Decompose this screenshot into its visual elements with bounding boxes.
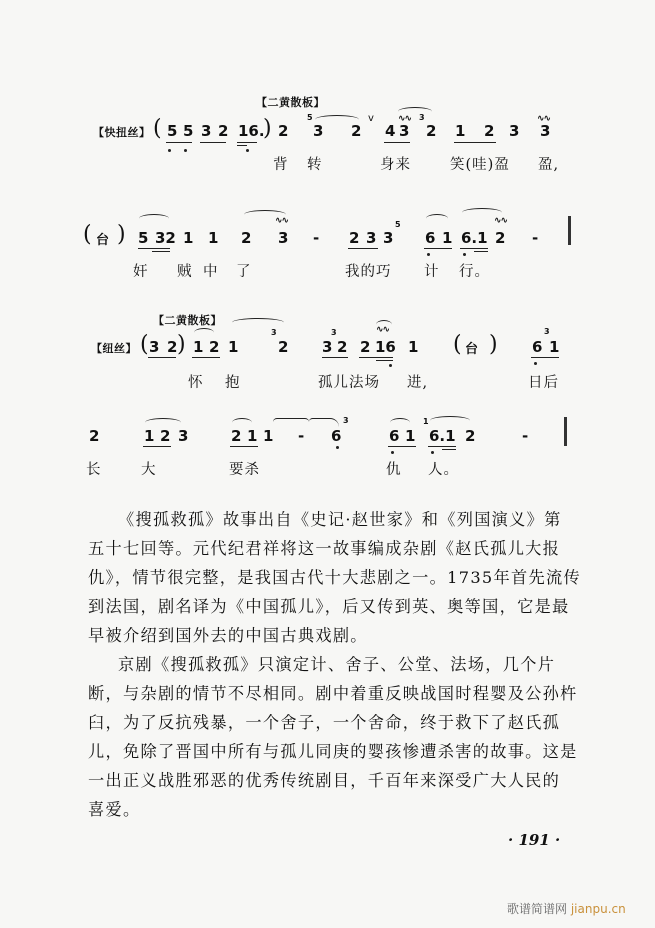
text-line: 到法国，剧名译为《中国孤儿》，后又传到英、奥等国，它是最 bbox=[88, 597, 570, 616]
low-dot bbox=[391, 451, 394, 454]
note: 32 bbox=[155, 229, 176, 247]
note: 6 bbox=[331, 427, 342, 445]
underline bbox=[166, 142, 192, 143]
low-dot bbox=[534, 362, 537, 365]
tremolo-mark: ∿∿ bbox=[494, 216, 508, 226]
note: 1 bbox=[144, 427, 155, 445]
underline bbox=[237, 145, 247, 146]
note: 6 bbox=[425, 229, 436, 247]
cue-label: 台 bbox=[96, 233, 110, 248]
underline bbox=[442, 449, 456, 450]
text-line: 断，与杂剧的情节不尽相同。剧中着重反映战国时程婴及公孙杵 bbox=[88, 684, 578, 703]
note: 1 bbox=[442, 229, 453, 247]
note: 6 bbox=[532, 338, 543, 356]
note: 2 bbox=[484, 122, 495, 140]
note: 3 bbox=[278, 229, 289, 247]
text-line: 仇》，情节很完整，是我国古代十大悲剧之一。1735年首先流传 bbox=[88, 568, 581, 587]
low-dot bbox=[246, 149, 249, 152]
watermark bbox=[507, 900, 626, 917]
paren-open: ( bbox=[140, 332, 149, 357]
note: 16. bbox=[238, 122, 265, 140]
grace-note: 5 bbox=[395, 220, 401, 229]
underline bbox=[376, 360, 393, 361]
low-dot bbox=[463, 253, 466, 256]
page-number: · 191 · bbox=[508, 831, 561, 849]
note: 1 bbox=[183, 229, 194, 247]
note: 2 bbox=[495, 229, 506, 247]
paragraph-2 bbox=[88, 650, 578, 824]
note: 5 bbox=[167, 122, 178, 140]
section-label: 【快扭丝】 bbox=[93, 126, 151, 139]
dash: - bbox=[522, 427, 529, 445]
tie bbox=[273, 418, 309, 427]
paren-close: ) bbox=[177, 332, 186, 357]
underline bbox=[474, 251, 488, 252]
note: 6.1 bbox=[429, 427, 456, 445]
dash: - bbox=[532, 229, 539, 247]
lyric: 人。 bbox=[428, 462, 459, 478]
underline bbox=[388, 446, 416, 447]
watermark-url[interactable]: jianpu.cn bbox=[570, 902, 626, 916]
note: 3 bbox=[540, 122, 551, 140]
note: 3 bbox=[201, 122, 212, 140]
underline bbox=[138, 248, 170, 249]
underline bbox=[359, 357, 393, 358]
lyric: 怀 bbox=[188, 375, 204, 391]
underline bbox=[148, 357, 176, 358]
paragraph-1 bbox=[88, 505, 581, 650]
tremolo-mark: ∿∿ bbox=[376, 325, 390, 335]
slur bbox=[376, 320, 392, 329]
underline bbox=[531, 357, 559, 358]
text-line: 五十七回等。元代纪君祥将这一故事编成杂剧《赵氏孤儿大报 bbox=[88, 539, 561, 558]
note: 1 bbox=[408, 338, 419, 356]
note: 3 bbox=[383, 229, 394, 247]
underline bbox=[348, 248, 378, 249]
final-barline bbox=[564, 417, 567, 446]
note: 3 bbox=[509, 122, 520, 140]
underline bbox=[143, 446, 171, 447]
grace-note: 3 bbox=[544, 327, 550, 336]
lyric: 要杀 bbox=[229, 462, 260, 478]
dash: - bbox=[298, 427, 305, 445]
grace-note: 3 bbox=[343, 416, 349, 425]
slur bbox=[232, 318, 284, 327]
note: 1 bbox=[455, 122, 466, 140]
underline bbox=[200, 142, 226, 143]
lyric: 行。 bbox=[459, 264, 490, 280]
note: 5 bbox=[183, 122, 194, 140]
note: 5 bbox=[138, 229, 149, 247]
underline bbox=[384, 142, 410, 143]
note: 2 bbox=[167, 338, 178, 356]
slur bbox=[430, 416, 470, 425]
lyric: 进, bbox=[407, 375, 429, 391]
paren-close: ) bbox=[263, 116, 272, 141]
note: 2 bbox=[160, 427, 171, 445]
text-line: 一出正义战胜邪恶的优秀传统剧目，千百年来深受广大人民的 bbox=[88, 771, 561, 790]
low-dot bbox=[389, 364, 392, 367]
lyric: 中 bbox=[203, 264, 219, 280]
lyric: 大 bbox=[141, 462, 157, 478]
lyric: 仇 bbox=[386, 462, 402, 478]
mode-label: 【二黄散板】 bbox=[153, 314, 222, 327]
note: 1 bbox=[208, 229, 219, 247]
lyric: 计 bbox=[424, 264, 440, 280]
text-line: 喜爱。 bbox=[88, 800, 141, 819]
note: 2 bbox=[89, 427, 100, 445]
lyric: 长 bbox=[86, 462, 102, 478]
note: 6.1 bbox=[461, 229, 488, 247]
note: 1 bbox=[228, 338, 239, 356]
lyric: 日后 bbox=[528, 375, 559, 391]
slur bbox=[145, 418, 181, 427]
lyric: 孤儿法场 bbox=[318, 375, 380, 391]
underline bbox=[192, 357, 220, 358]
underline bbox=[230, 446, 258, 447]
lyric: 转 bbox=[307, 157, 323, 173]
note: 3 bbox=[322, 338, 333, 356]
note: 2 bbox=[360, 338, 371, 356]
note: 3 bbox=[149, 338, 160, 356]
grace-note: 3 bbox=[419, 113, 425, 122]
lyric: 我的巧 bbox=[345, 264, 392, 280]
paren-close: ) bbox=[489, 332, 498, 357]
note: 3 bbox=[313, 122, 324, 140]
low-dot bbox=[336, 446, 339, 449]
cue-label: 台 bbox=[465, 342, 479, 357]
underline bbox=[460, 248, 488, 249]
paren-open: ( bbox=[453, 332, 462, 357]
underline bbox=[424, 248, 452, 249]
text-line: 《搜孤救孤》故事出自《史记·赵世家》和《列国演义》第 bbox=[118, 510, 562, 529]
note: 2 bbox=[278, 122, 289, 140]
paren-close: ) bbox=[117, 222, 126, 247]
tremolo-mark: ∿∿ bbox=[537, 114, 551, 124]
slur bbox=[232, 418, 252, 427]
breath-mark: v bbox=[368, 113, 374, 124]
slur bbox=[139, 214, 169, 223]
note: 1 bbox=[247, 427, 258, 445]
text-line: 儿，免除了晋国中所有与孤儿同庚的婴孩惨遭杀害的故事。这是 bbox=[88, 742, 578, 761]
slur bbox=[398, 107, 432, 116]
lyric: 盈, bbox=[538, 157, 560, 173]
lyric: 奸 bbox=[133, 264, 149, 280]
mode-label: 【二黄散板】 bbox=[256, 96, 325, 109]
note: 2 bbox=[218, 122, 229, 140]
note: 3 bbox=[399, 122, 410, 140]
note: 4 bbox=[385, 122, 396, 140]
low-dot bbox=[431, 451, 434, 454]
grace-note: 1 bbox=[423, 417, 429, 426]
dash: - bbox=[313, 229, 320, 247]
paren-open: ( bbox=[83, 222, 92, 247]
underline bbox=[454, 142, 496, 143]
note: 2 bbox=[241, 229, 252, 247]
low-dot bbox=[168, 149, 171, 152]
low-dot bbox=[184, 149, 187, 152]
tie bbox=[309, 418, 339, 427]
note: 2 bbox=[351, 122, 362, 140]
lyric: 背 bbox=[273, 157, 289, 173]
watermark-text: 歌谱简谱网 bbox=[507, 902, 568, 916]
underline bbox=[237, 142, 257, 143]
lyric: 了 bbox=[236, 264, 252, 280]
note: 2 bbox=[231, 427, 242, 445]
slur bbox=[426, 214, 448, 223]
tremolo-mark: ∿∿ bbox=[275, 216, 289, 226]
underline bbox=[322, 357, 348, 358]
grace-note: 3 bbox=[331, 328, 337, 337]
section-label: 【纽丝】 bbox=[91, 342, 137, 355]
paren-open: ( bbox=[153, 116, 162, 141]
text-line: 早被介绍到国外去的中国古典戏剧。 bbox=[88, 626, 368, 645]
tremolo-mark: ∿∿ bbox=[398, 114, 412, 124]
note: 2 bbox=[426, 122, 437, 140]
slur bbox=[390, 418, 410, 427]
lyric: 贼 bbox=[177, 264, 193, 280]
note: 16 bbox=[375, 338, 396, 356]
note: 2 bbox=[337, 338, 348, 356]
note: 1 bbox=[405, 427, 416, 445]
underline bbox=[152, 251, 170, 252]
grace-note: 3 bbox=[271, 328, 277, 337]
lyric: 抱 bbox=[225, 375, 241, 391]
note: 2 bbox=[278, 338, 289, 356]
final-barline bbox=[568, 216, 571, 245]
note: 1 bbox=[549, 338, 560, 356]
note: 2 bbox=[209, 338, 220, 356]
note: 1 bbox=[193, 338, 204, 356]
lyric: 笑(哇)盈 bbox=[450, 157, 510, 173]
note: 1 bbox=[263, 427, 274, 445]
grace-note: 5 bbox=[307, 113, 313, 122]
underline bbox=[428, 446, 456, 447]
note: 2 bbox=[465, 427, 476, 445]
note: 6 bbox=[389, 427, 400, 445]
low-dot bbox=[427, 253, 430, 256]
lyric: 身来 bbox=[380, 157, 411, 173]
text-line: 臼，为了反抗残暴，一个舍子，一个舍命，终于救下了赵氏孤 bbox=[88, 713, 561, 732]
slur bbox=[194, 328, 214, 337]
note: 3 bbox=[366, 229, 377, 247]
note: 3 bbox=[178, 427, 189, 445]
text-line: 京剧《搜孤救孤》只演定计、舍子、公堂、法场，几个片 bbox=[118, 655, 556, 674]
note: 2 bbox=[349, 229, 360, 247]
